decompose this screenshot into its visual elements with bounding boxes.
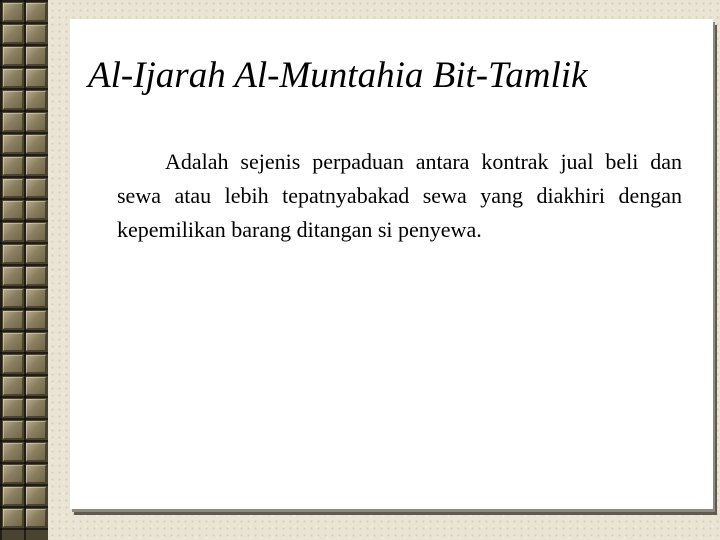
border-tile: [26, 355, 46, 373]
border-tile: [3, 47, 23, 65]
slide-title: Al-Ijarah Al-Muntahia Bit-Tamlik: [88, 55, 588, 96]
border-tile: [3, 465, 23, 483]
border-tile: [3, 201, 23, 219]
border-tile: [26, 311, 46, 329]
border-tile: [26, 135, 46, 153]
border-tile: [3, 69, 23, 87]
border-tile: [26, 157, 46, 175]
border-tile: [26, 377, 46, 395]
border-tile: [3, 113, 23, 131]
border-tile: [26, 113, 46, 131]
border-tile: [26, 179, 46, 197]
border-tile: [3, 333, 23, 351]
border-tile: [26, 25, 46, 43]
border-tile: [3, 91, 23, 109]
border-tile: [26, 267, 46, 285]
border-tile: [3, 157, 23, 175]
slide-panel: [70, 19, 713, 509]
border-tile: [26, 47, 46, 65]
border-tile: [3, 443, 23, 461]
border-tile: [26, 223, 46, 241]
border-tile: [26, 245, 46, 263]
border-tile: [26, 509, 46, 527]
border-tile: [3, 399, 23, 417]
border-tile: [26, 487, 46, 505]
border-tile: [3, 355, 23, 373]
border-tile: [3, 377, 23, 395]
border-tile: [3, 267, 23, 285]
border-tile: [26, 201, 46, 219]
border-tile: [26, 465, 46, 483]
decorative-border: [0, 0, 48, 540]
border-tile: [26, 421, 46, 439]
border-tile: [26, 3, 46, 21]
slide-body: Adalah sejenis perpaduan antara kontrak jual beli dan sewa atau lebih tepatnyabakad sewa yang diakhiri dengan kepemilikan barang ditangan si penyewa.: [117, 149, 682, 242]
border-tile: [3, 421, 23, 439]
border-tile: [3, 179, 23, 197]
border-tile: [3, 311, 23, 329]
border-tile: [3, 223, 23, 241]
border-tile: [26, 333, 46, 351]
border-tile: [3, 509, 23, 527]
border-tile: [26, 399, 46, 417]
border-tile: [26, 91, 46, 109]
border-tile: [3, 289, 23, 307]
border-tile: [3, 3, 23, 21]
border-tile: [26, 443, 46, 461]
border-tile: [26, 289, 46, 307]
border-tile: [3, 135, 23, 153]
border-tile: [26, 69, 46, 87]
border-tile: [3, 487, 23, 505]
border-tile: [3, 25, 23, 43]
border-tile: [3, 245, 23, 263]
